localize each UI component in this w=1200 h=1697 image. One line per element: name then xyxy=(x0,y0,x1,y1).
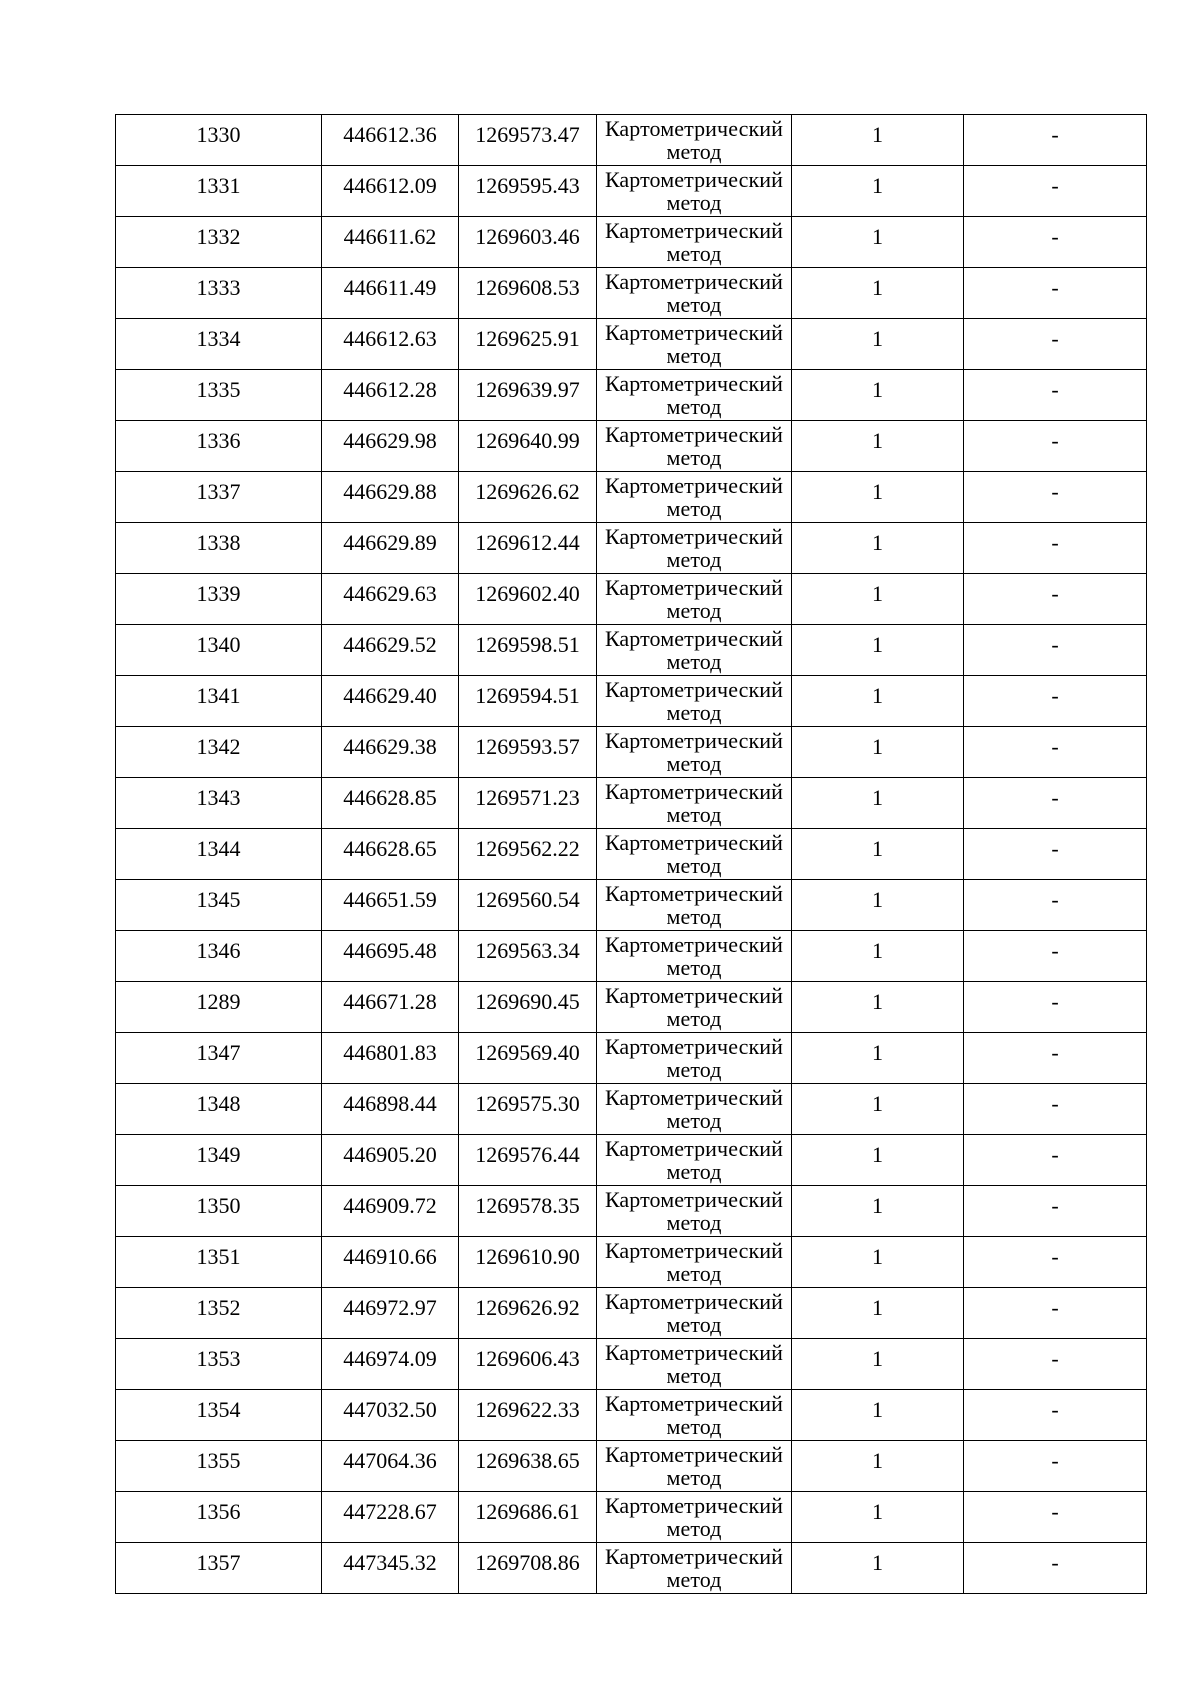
x-coordinate-cell: 446629.88 xyxy=(322,472,459,523)
point-number-cell: 1340 xyxy=(116,625,322,676)
method-cell xyxy=(597,217,792,268)
method-cell xyxy=(597,829,792,880)
x-coordinate-cell: 446695.48 xyxy=(322,931,459,982)
note-cell: - xyxy=(964,982,1147,1033)
table-row xyxy=(116,370,1147,421)
x-coordinate-cell: 446910.66 xyxy=(322,1237,459,1288)
method-line-1: Картометрический xyxy=(604,167,784,192)
method-line-1: Картометрический xyxy=(604,218,784,243)
note-cell: - xyxy=(964,1237,1147,1288)
method-line-1: Картометрический xyxy=(604,1238,784,1263)
method-line-2: метод xyxy=(666,802,722,827)
x-coordinate-cell: 446898.44 xyxy=(322,1084,459,1135)
accuracy-cell: 1 xyxy=(792,472,964,523)
method-line-1: Картометрический xyxy=(604,575,784,600)
method-line-2: метод xyxy=(666,751,722,776)
method-line-2: метод xyxy=(666,904,722,929)
method-line-1: Картометрический xyxy=(604,422,784,447)
method-line-1: Картометрический xyxy=(604,371,784,396)
note-cell: - xyxy=(964,1135,1147,1186)
method-line-2: метод xyxy=(666,1261,722,1286)
table-row xyxy=(116,982,1147,1033)
table-row xyxy=(116,1339,1147,1390)
method-line-2: метод xyxy=(666,649,722,674)
method-line-2: метод xyxy=(666,1006,722,1031)
method-line-2: метод xyxy=(666,1363,722,1388)
x-coordinate-cell: 446909.72 xyxy=(322,1186,459,1237)
y-coordinate-cell: 1269640.99 xyxy=(459,421,597,472)
x-coordinate-cell: 447228.67 xyxy=(322,1492,459,1543)
accuracy-cell: 1 xyxy=(792,1543,964,1594)
method-line-1: Картометрический xyxy=(604,881,784,906)
note-cell: - xyxy=(964,1186,1147,1237)
method-cell xyxy=(597,1288,792,1339)
note-cell: - xyxy=(964,166,1147,217)
x-coordinate-cell: 446612.63 xyxy=(322,319,459,370)
accuracy-cell: 1 xyxy=(792,268,964,319)
y-coordinate-cell: 1269602.40 xyxy=(459,574,597,625)
note-cell: - xyxy=(964,115,1147,166)
method-line-1: Картометрический xyxy=(604,1187,784,1212)
y-coordinate-cell: 1269562.22 xyxy=(459,829,597,880)
note-cell: - xyxy=(964,574,1147,625)
table-row xyxy=(116,625,1147,676)
x-coordinate-cell: 446628.65 xyxy=(322,829,459,880)
accuracy-cell: 1 xyxy=(792,931,964,982)
point-number-cell: 1344 xyxy=(116,829,322,880)
y-coordinate-cell: 1269594.51 xyxy=(459,676,597,727)
method-line-1: Картометрический xyxy=(604,1391,784,1416)
method-line-1: Картометрический xyxy=(604,983,784,1008)
method-cell xyxy=(597,421,792,472)
accuracy-cell: 1 xyxy=(792,217,964,268)
accuracy-cell: 1 xyxy=(792,1441,964,1492)
note-cell: - xyxy=(964,319,1147,370)
y-coordinate-cell: 1269708.86 xyxy=(459,1543,597,1594)
y-coordinate-cell: 1269686.61 xyxy=(459,1492,597,1543)
point-number-cell: 1338 xyxy=(116,523,322,574)
y-coordinate-cell: 1269625.91 xyxy=(459,319,597,370)
note-cell: - xyxy=(964,1492,1147,1543)
y-coordinate-cell: 1269571.23 xyxy=(459,778,597,829)
method-cell xyxy=(597,880,792,931)
y-coordinate-cell: 1269573.47 xyxy=(459,115,597,166)
note-cell: - xyxy=(964,217,1147,268)
method-line-1: Картометрический xyxy=(604,779,784,804)
method-line-2: метод xyxy=(666,1210,722,1235)
accuracy-cell: 1 xyxy=(792,982,964,1033)
accuracy-cell: 1 xyxy=(792,523,964,574)
method-line-1: Картометрический xyxy=(604,1034,784,1059)
method-line-2: метод xyxy=(666,190,722,215)
method-cell xyxy=(597,1135,792,1186)
x-coordinate-cell: 446628.85 xyxy=(322,778,459,829)
point-number-cell: 1348 xyxy=(116,1084,322,1135)
method-line-1: Картометрический xyxy=(604,1085,784,1110)
method-cell xyxy=(597,319,792,370)
method-line-2: метод xyxy=(666,241,722,266)
table-row xyxy=(116,1237,1147,1288)
y-coordinate-cell: 1269606.43 xyxy=(459,1339,597,1390)
method-line-2: метод xyxy=(666,1057,722,1082)
point-number-cell: 1345 xyxy=(116,880,322,931)
method-line-2: метод xyxy=(666,1516,722,1541)
method-line-2: метод xyxy=(666,700,722,725)
method-line-2: метод xyxy=(666,1159,722,1184)
note-cell: - xyxy=(964,625,1147,676)
x-coordinate-cell: 447345.32 xyxy=(322,1543,459,1594)
note-cell: - xyxy=(964,931,1147,982)
point-number-cell: 1341 xyxy=(116,676,322,727)
y-coordinate-cell: 1269638.65 xyxy=(459,1441,597,1492)
method-line-1: Картометрический xyxy=(604,677,784,702)
accuracy-cell: 1 xyxy=(792,880,964,931)
method-cell xyxy=(597,778,792,829)
x-coordinate-cell: 446801.83 xyxy=(322,1033,459,1084)
accuracy-cell: 1 xyxy=(792,778,964,829)
accuracy-cell: 1 xyxy=(792,676,964,727)
method-line-1: Картометрический xyxy=(604,728,784,753)
point-number-cell: 1354 xyxy=(116,1390,322,1441)
method-cell xyxy=(597,523,792,574)
method-line-2: метод xyxy=(666,394,722,419)
note-cell: - xyxy=(964,523,1147,574)
y-coordinate-cell: 1269569.40 xyxy=(459,1033,597,1084)
method-line-1: Картометрический xyxy=(604,1289,784,1314)
method-cell xyxy=(597,1186,792,1237)
y-coordinate-cell: 1269603.46 xyxy=(459,217,597,268)
method-cell xyxy=(597,1543,792,1594)
point-number-cell: 1355 xyxy=(116,1441,322,1492)
method-cell xyxy=(597,166,792,217)
y-coordinate-cell: 1269690.45 xyxy=(459,982,597,1033)
method-line-2: метод xyxy=(666,1108,722,1133)
method-cell xyxy=(597,727,792,778)
method-line-1: Картометрический xyxy=(604,524,784,549)
table-row xyxy=(116,268,1147,319)
accuracy-cell: 1 xyxy=(792,166,964,217)
note-cell: - xyxy=(964,370,1147,421)
x-coordinate-cell: 446611.62 xyxy=(322,217,459,268)
accuracy-cell: 1 xyxy=(792,1186,964,1237)
method-line-1: Картометрический xyxy=(604,320,784,345)
method-cell xyxy=(597,472,792,523)
method-line-2: метод xyxy=(666,955,722,980)
table-row xyxy=(116,472,1147,523)
method-line-2: метод xyxy=(666,1567,722,1592)
accuracy-cell: 1 xyxy=(792,115,964,166)
method-line-1: Картометрический xyxy=(604,830,784,855)
y-coordinate-cell: 1269576.44 xyxy=(459,1135,597,1186)
point-number-cell: 1332 xyxy=(116,217,322,268)
y-coordinate-cell: 1269612.44 xyxy=(459,523,597,574)
note-cell: - xyxy=(964,268,1147,319)
method-line-2: метод xyxy=(666,1414,722,1439)
method-line-2: метод xyxy=(666,853,722,878)
accuracy-cell: 1 xyxy=(792,1033,964,1084)
accuracy-cell: 1 xyxy=(792,1339,964,1390)
note-cell: - xyxy=(964,880,1147,931)
point-number-cell: 1346 xyxy=(116,931,322,982)
accuracy-cell: 1 xyxy=(792,319,964,370)
method-line-1: Картометрический xyxy=(604,1442,784,1467)
accuracy-cell: 1 xyxy=(792,829,964,880)
method-line-2: метод xyxy=(666,1465,722,1490)
method-line-2: метод xyxy=(666,1312,722,1337)
table-row xyxy=(116,1135,1147,1186)
method-cell xyxy=(597,370,792,421)
accuracy-cell: 1 xyxy=(792,1288,964,1339)
table-row xyxy=(116,1084,1147,1135)
method-cell xyxy=(597,1492,792,1543)
note-cell: - xyxy=(964,1339,1147,1390)
x-coordinate-cell: 446612.36 xyxy=(322,115,459,166)
x-coordinate-cell: 447064.36 xyxy=(322,1441,459,1492)
table-body xyxy=(116,115,1147,1594)
note-cell: - xyxy=(964,676,1147,727)
y-coordinate-cell: 1269563.34 xyxy=(459,931,597,982)
method-line-2: метод xyxy=(666,445,722,470)
point-number-cell: 1343 xyxy=(116,778,322,829)
note-cell: - xyxy=(964,829,1147,880)
table-row xyxy=(116,1033,1147,1084)
point-number-cell: 1349 xyxy=(116,1135,322,1186)
method-cell xyxy=(597,115,792,166)
method-line-2: метод xyxy=(666,292,722,317)
method-line-1: Картометрический xyxy=(604,626,784,651)
accuracy-cell: 1 xyxy=(792,574,964,625)
table-row xyxy=(116,778,1147,829)
accuracy-cell: 1 xyxy=(792,1084,964,1135)
x-coordinate-cell: 446629.40 xyxy=(322,676,459,727)
point-number-cell: 1357 xyxy=(116,1543,322,1594)
table-row xyxy=(116,1492,1147,1543)
table-row xyxy=(116,523,1147,574)
coordinates-table xyxy=(115,114,1147,1594)
accuracy-cell: 1 xyxy=(792,1135,964,1186)
x-coordinate-cell: 446612.28 xyxy=(322,370,459,421)
y-coordinate-cell: 1269610.90 xyxy=(459,1237,597,1288)
note-cell: - xyxy=(964,778,1147,829)
method-line-1: Картометрический xyxy=(604,116,784,141)
table-row xyxy=(116,829,1147,880)
x-coordinate-cell: 446972.97 xyxy=(322,1288,459,1339)
method-cell xyxy=(597,625,792,676)
table-row xyxy=(116,676,1147,727)
method-line-1: Картометрический xyxy=(604,1544,784,1569)
method-line-2: метод xyxy=(666,598,722,623)
point-number-cell: 1350 xyxy=(116,1186,322,1237)
accuracy-cell: 1 xyxy=(792,1237,964,1288)
point-number-cell: 1356 xyxy=(116,1492,322,1543)
method-cell xyxy=(597,676,792,727)
method-line-1: Картометрический xyxy=(604,932,784,957)
note-cell: - xyxy=(964,1543,1147,1594)
note-cell: - xyxy=(964,1441,1147,1492)
table-row xyxy=(116,115,1147,166)
method-line-2: метод xyxy=(666,547,722,572)
y-coordinate-cell: 1269598.51 xyxy=(459,625,597,676)
note-cell: - xyxy=(964,727,1147,778)
table-row xyxy=(116,166,1147,217)
table-row xyxy=(116,1543,1147,1594)
method-cell xyxy=(597,1441,792,1492)
accuracy-cell: 1 xyxy=(792,727,964,778)
point-number-cell: 1336 xyxy=(116,421,322,472)
point-number-cell: 1352 xyxy=(116,1288,322,1339)
x-coordinate-cell: 446611.49 xyxy=(322,268,459,319)
point-number-cell: 1335 xyxy=(116,370,322,421)
x-coordinate-cell: 446629.63 xyxy=(322,574,459,625)
table-row xyxy=(116,217,1147,268)
method-line-1: Картометрический xyxy=(604,1340,784,1365)
method-cell xyxy=(597,574,792,625)
method-cell xyxy=(597,1339,792,1390)
table-row xyxy=(116,1441,1147,1492)
y-coordinate-cell: 1269639.97 xyxy=(459,370,597,421)
accuracy-cell: 1 xyxy=(792,625,964,676)
method-cell xyxy=(597,982,792,1033)
point-number-cell: 1342 xyxy=(116,727,322,778)
y-coordinate-cell: 1269578.35 xyxy=(459,1186,597,1237)
method-cell xyxy=(597,931,792,982)
x-coordinate-cell: 446629.98 xyxy=(322,421,459,472)
y-coordinate-cell: 1269626.92 xyxy=(459,1288,597,1339)
x-coordinate-cell: 446651.59 xyxy=(322,880,459,931)
note-cell: - xyxy=(964,472,1147,523)
x-coordinate-cell: 446629.89 xyxy=(322,523,459,574)
x-coordinate-cell: 446612.09 xyxy=(322,166,459,217)
point-number-cell: 1331 xyxy=(116,166,322,217)
accuracy-cell: 1 xyxy=(792,1492,964,1543)
note-cell: - xyxy=(964,1288,1147,1339)
point-number-cell: 1330 xyxy=(116,115,322,166)
table-row xyxy=(116,880,1147,931)
method-line-2: метод xyxy=(666,139,722,164)
table-row xyxy=(116,421,1147,472)
note-cell: - xyxy=(964,1033,1147,1084)
table-row xyxy=(116,1288,1147,1339)
method-cell xyxy=(597,1390,792,1441)
point-number-cell: 1339 xyxy=(116,574,322,625)
method-line-2: метод xyxy=(666,496,722,521)
method-line-1: Картометрический xyxy=(604,1136,784,1161)
x-coordinate-cell: 446629.38 xyxy=(322,727,459,778)
point-number-cell: 1347 xyxy=(116,1033,322,1084)
y-coordinate-cell: 1269595.43 xyxy=(459,166,597,217)
y-coordinate-cell: 1269608.53 xyxy=(459,268,597,319)
table-row xyxy=(116,931,1147,982)
method-line-2: метод xyxy=(666,343,722,368)
method-line-1: Картометрический xyxy=(604,1493,784,1518)
point-number-cell: 1353 xyxy=(116,1339,322,1390)
method-cell xyxy=(597,1084,792,1135)
method-cell xyxy=(597,1033,792,1084)
table-row xyxy=(116,574,1147,625)
table-row xyxy=(116,727,1147,778)
note-cell: - xyxy=(964,421,1147,472)
point-number-cell: 1334 xyxy=(116,319,322,370)
point-number-cell: 1351 xyxy=(116,1237,322,1288)
note-cell: - xyxy=(964,1390,1147,1441)
accuracy-cell: 1 xyxy=(792,421,964,472)
x-coordinate-cell: 447032.50 xyxy=(322,1390,459,1441)
point-number-cell: 1289 xyxy=(116,982,322,1033)
accuracy-cell: 1 xyxy=(792,1390,964,1441)
y-coordinate-cell: 1269560.54 xyxy=(459,880,597,931)
point-number-cell: 1333 xyxy=(116,268,322,319)
point-number-cell: 1337 xyxy=(116,472,322,523)
y-coordinate-cell: 1269575.30 xyxy=(459,1084,597,1135)
method-line-1: Картометрический xyxy=(604,473,784,498)
method-line-1: Картометрический xyxy=(604,269,784,294)
table-row xyxy=(116,1390,1147,1441)
y-coordinate-cell: 1269626.62 xyxy=(459,472,597,523)
x-coordinate-cell: 446671.28 xyxy=(322,982,459,1033)
y-coordinate-cell: 1269622.33 xyxy=(459,1390,597,1441)
x-coordinate-cell: 446905.20 xyxy=(322,1135,459,1186)
x-coordinate-cell: 446629.52 xyxy=(322,625,459,676)
method-cell xyxy=(597,268,792,319)
table-row xyxy=(116,1186,1147,1237)
accuracy-cell: 1 xyxy=(792,370,964,421)
y-coordinate-cell: 1269593.57 xyxy=(459,727,597,778)
table-row xyxy=(116,319,1147,370)
method-cell xyxy=(597,1237,792,1288)
x-coordinate-cell: 446974.09 xyxy=(322,1339,459,1390)
note-cell: - xyxy=(964,1084,1147,1135)
